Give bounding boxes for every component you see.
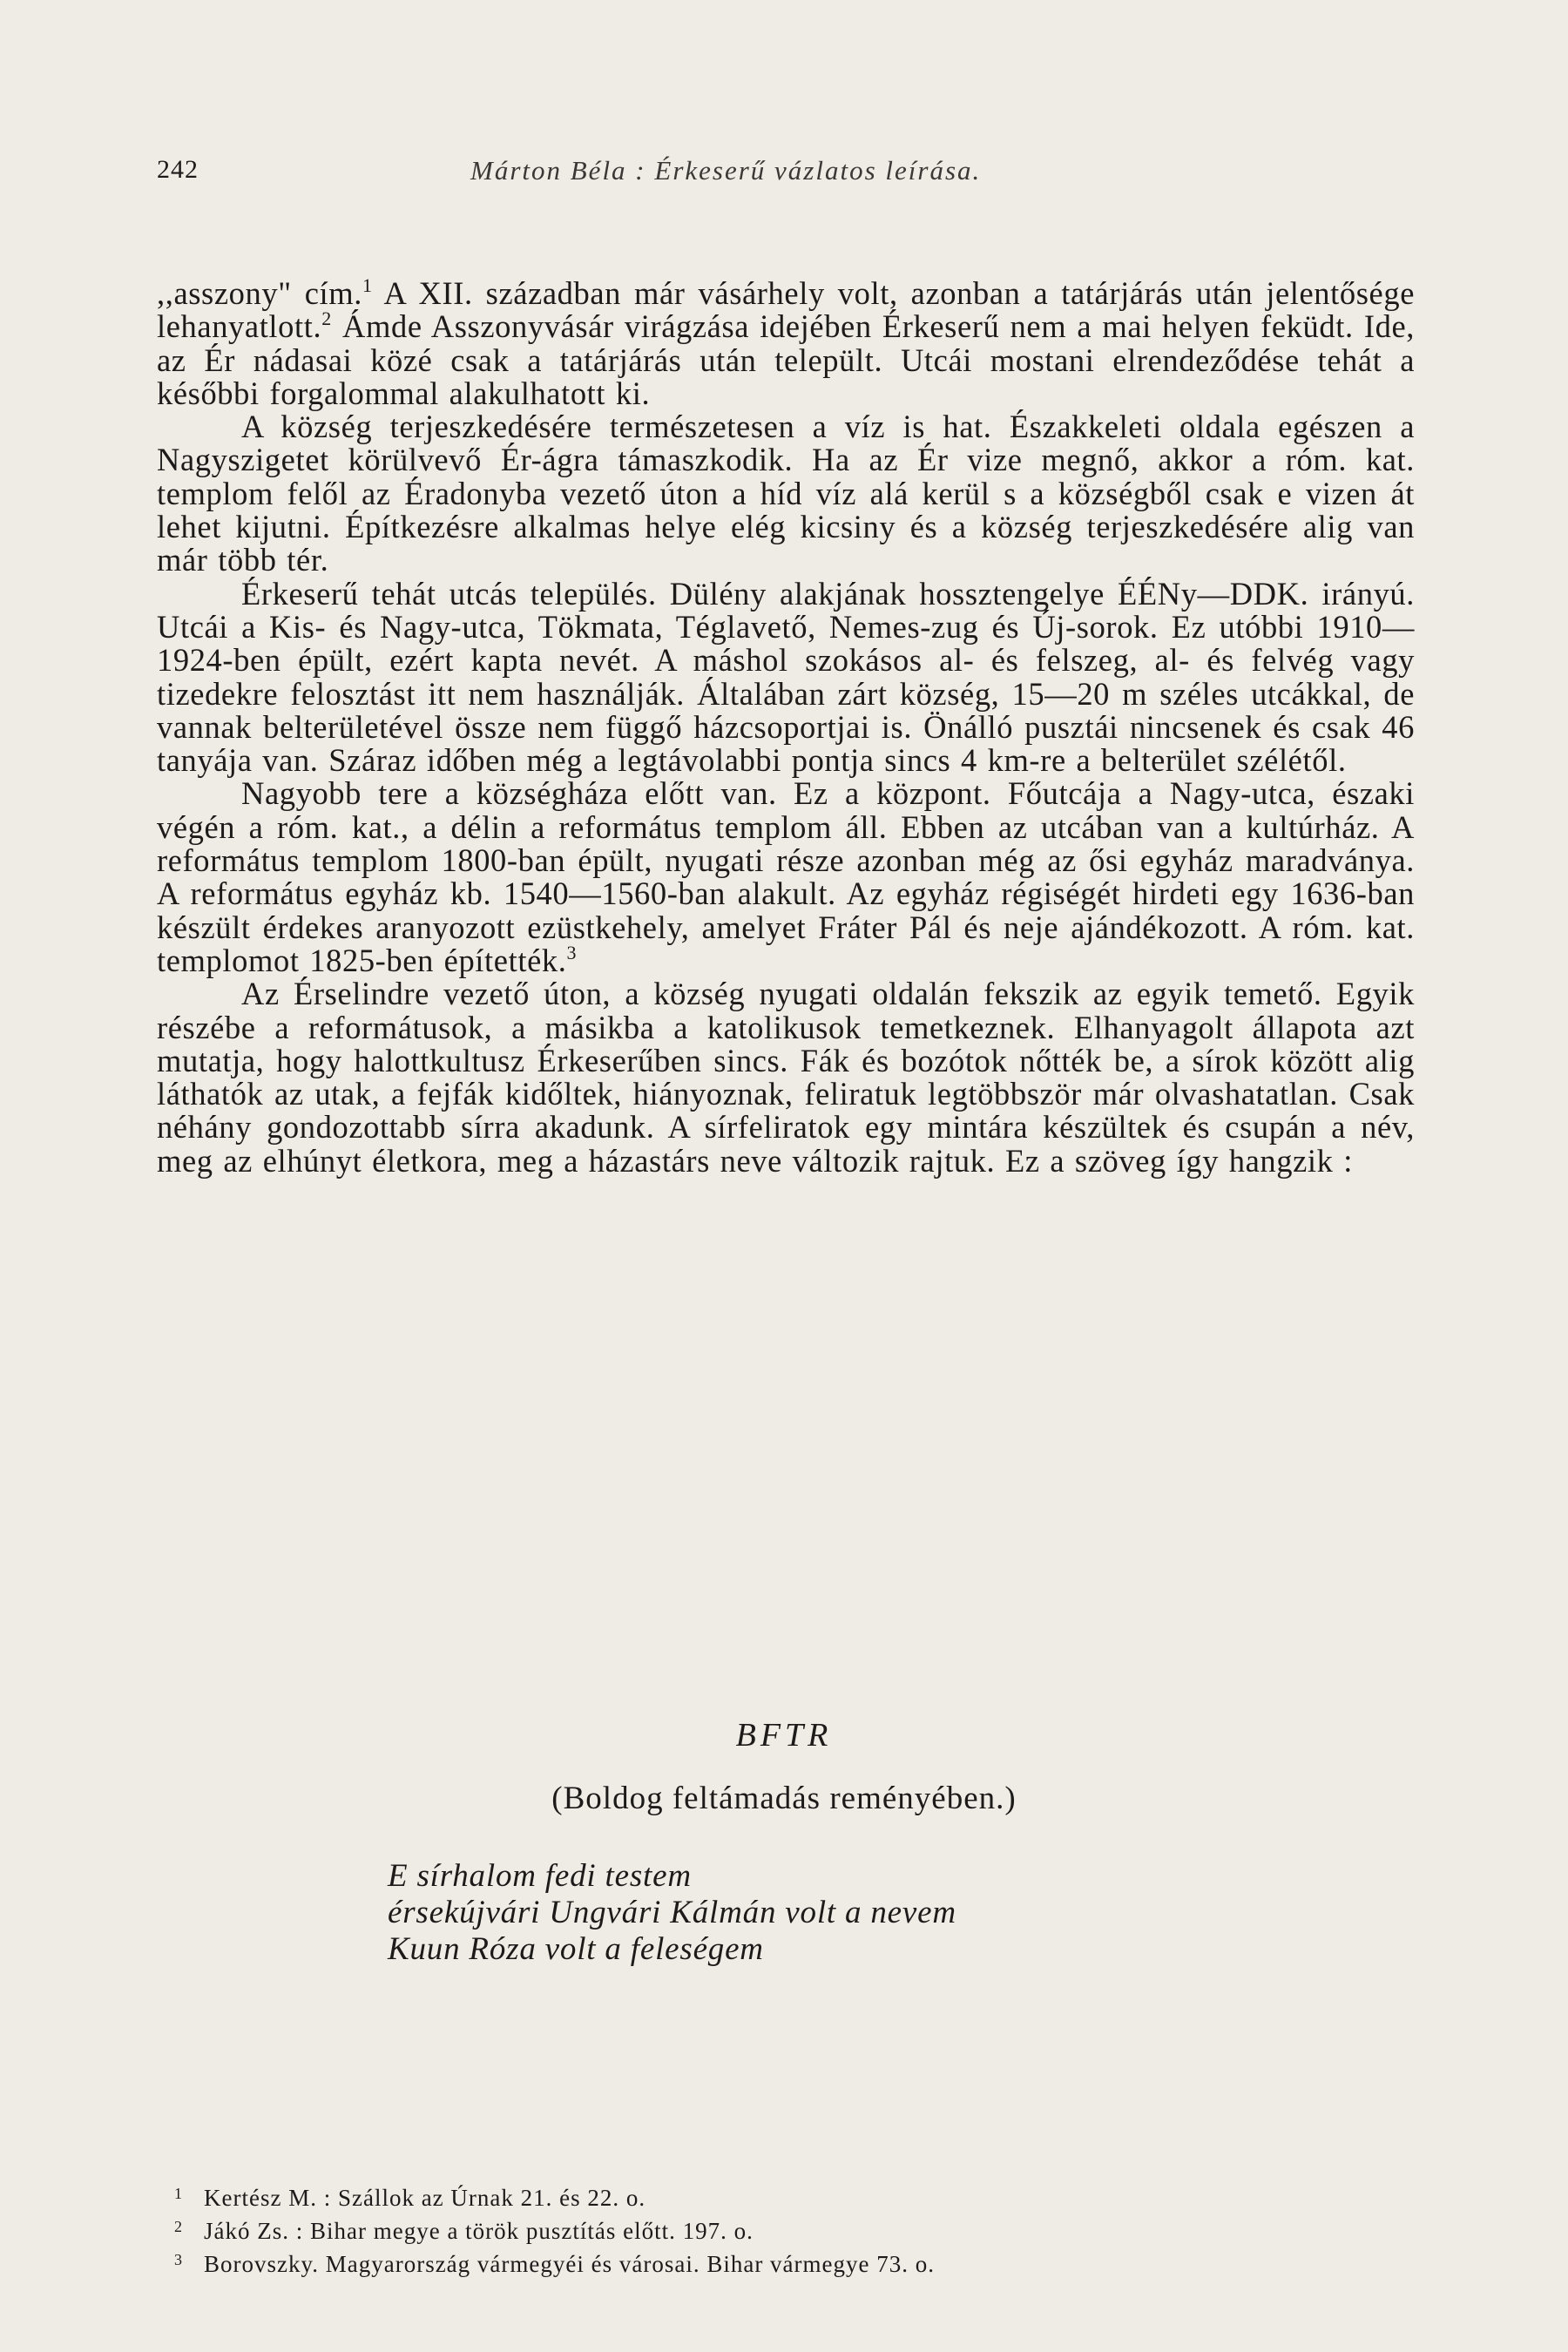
footnote-text: Borovszky. Magyarország vármegyéi és városai. Bihar vármegye 73. o.	[204, 2251, 936, 2277]
footnote-2	[174, 2213, 935, 2246]
footnote-ref-2: 2	[321, 308, 332, 330]
paragraph-1-text-c: Ámde Asszonyvásár virágzása idejében Érkeserű nem a mai helyen feküdt. Ide, az Ér nádasai közé csak a tatárjárás után települt. Utcái mostani elrendeződése tehát a későbbi forgalommal alakulhatott ki.	[157, 308, 1415, 411]
page-number: 242	[157, 155, 199, 184]
footnote-ref-3: 3	[566, 941, 578, 963]
footnote-ref-1: 1	[362, 274, 373, 296]
epitaph-line: Kuun Róza volt a feleségem	[388, 1931, 764, 1967]
running-head	[157, 155, 1411, 199]
footnote-text: Kertész M. : Szállok az Úrnak 21. és 22. o.	[204, 2185, 646, 2211]
footnote-text: Jákó Zs. : Bihar megye a török pusztítás előtt. 197. o.	[204, 2218, 754, 2244]
paragraph-3: Érkeserű tehát utcás település. Dülény alakjának hossztengelye ÉÉNy—DDK. irányú. Utcái a Kis- és Nagy-utca, Tökmata, Téglavető, Nemes-zug és Új-sorok. Ez utóbbi 1910—1924-ben épült, ezért kapta nevét. A máshol szokásos al- és felszeg, al- és felvég vagy tizedekre felosztást itt nem használják. Általában zárt község, 15—20 m széles utcákkal, de vannak belterületével össze nem függő házcsoportjai is. Önálló pusztái nincsenek és csak 46 tanyája van. Száraz időben még a legtávolabbi pontja sincs 4 km-re a belterület szélétől.	[157, 575, 1415, 779]
paragraph-2: A község terjeszkedésére természetesen a víz is hat. Északkeleti oldala egészen a Nagyszigetet körülvevő Ér-ágra támaszkodik. Ha az Ér vize megnő, akkor a róm. kat. templom felől az Éradonyba vezető úton a híd víz alá kerül s a községből csak e vizen át lehet kijutni. Építkezésre alkalmas helye elég kicsiny és a község terjeszkedésére alig van már több tér.	[157, 409, 1415, 578]
footnote-3	[174, 2246, 935, 2279]
body-text	[157, 274, 1415, 1179]
paragraph-1-text-b: A XII. században már vásárhely volt, azonban a tatárjárás után jelentősége lehanyatlott.	[157, 275, 1415, 345]
footnotes	[174, 2180, 935, 2279]
paragraph-4	[157, 777, 1415, 977]
running-title: Márton Béla : Érkeserű vázlatos leírása.	[470, 155, 982, 186]
epitaph-subtitle: (Boldog feltámadás reményében.)	[551, 1781, 1017, 1816]
footnote-mark: 1	[174, 2185, 183, 2202]
footnote-1	[174, 2180, 935, 2213]
paragraph-4-text: Nagyobb tere a községháza előtt van. Ez a központ. Főutcája a Nagy-utca, északi végén a róm. kat., a délin a református templom áll. Ebben az utcában van a kultúrház. A református templom 1800-ban épült, nyugati része azonban még az ősi egyház maradványa. A református egyház kb. 1540—1560-ban alakult. Az egyház régiségét hirdeti egy 1636-ban készült érdekes aranyozott ezüstkehely, amelyet Fráter Pál és neje ajándékozott. A róm. kat. templomot 1825-ben építették.	[157, 775, 1415, 978]
footnote-mark: 3	[174, 2251, 183, 2268]
epitaph-line: érsekújvári Ungvári Kálmán volt a nevem	[388, 1895, 956, 1930]
footnote-mark: 2	[174, 2218, 183, 2235]
paragraph-5: Az Érselindre vezető úton, a község nyugati oldalán fekszik az egyik temető. Egyik részébe a reformátusok, a másikba a katolikusok temetkeznek. Elhanyagolt állapota azt mutatja, hogy halottkultusz Érkeserűben sincs. Fák és bozótok nőtték be, a sírok között alig láthatók az utak, a fejfák kidőltek, hiányoznak, feliratuk legtöbbször már olvashatatlan. Csak néhány gondozottabb sírra akadunk. A sírfeliratok egy mintára készültek és csupán a név, meg az elhúnyt életkora, meg a házastárs neve változik rajtuk. Ez a szöveg így hangzik :	[157, 976, 1415, 1179]
epitaph-title: BFTR	[735, 1717, 833, 1754]
paragraph-1-text-a: ,,asszony" cím.	[157, 275, 362, 311]
paragraph-1	[157, 274, 1415, 411]
epitaph-line: E sírhalom fedi testem	[388, 1858, 692, 1894]
epitaph-verse	[388, 1858, 956, 1968]
